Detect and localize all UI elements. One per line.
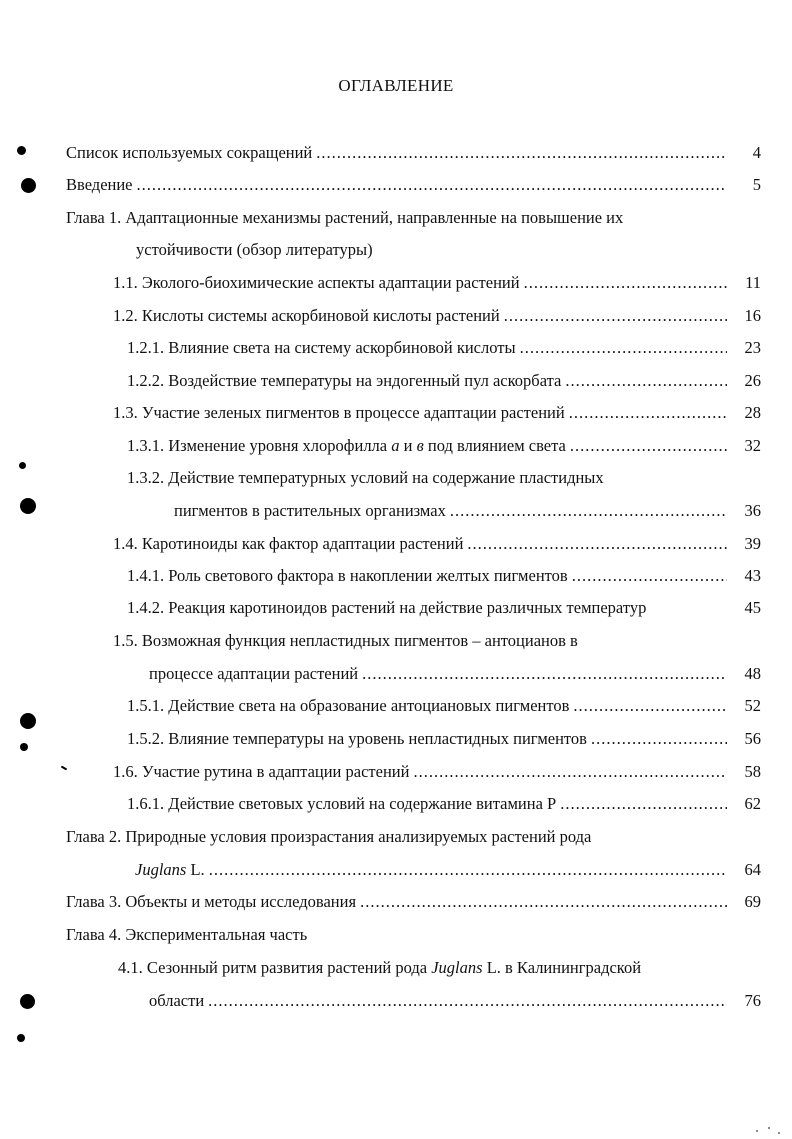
toc-entry-1-4-1[interactable] <box>127 566 761 586</box>
toc-page-number: 45 <box>744 598 761 617</box>
leader-dots <box>467 534 727 554</box>
toc-entry-text: Список используемых сокращений <box>66 143 313 162</box>
toc-entry-text: 1.5.1. Действие света на образование антоциановых пигментов <box>127 696 570 715</box>
punch-hole-mark <box>20 498 36 514</box>
toc-page-number: 48 <box>744 664 761 683</box>
toc-page-number: 5 <box>752 175 761 194</box>
toc-entry-text: 1.2.2. Воздействие температуры на эндогенный пул аскорбата <box>127 371 562 390</box>
toc-page-number: 32 <box>744 436 761 455</box>
toc-entry-1-6[interactable] <box>113 762 761 782</box>
chlorophyll-b-label: в <box>416 436 424 455</box>
toc-entry-chapter-2[interactable] <box>66 827 761 880</box>
leader-dots <box>209 860 727 880</box>
scan-artifact <box>756 1130 758 1132</box>
toc-entry-1-2[interactable] <box>113 306 761 326</box>
toc-entry-text: Глава 3. Объекты и методы исследования <box>66 892 357 911</box>
toc-page-number: 16 <box>744 306 761 325</box>
genus-name: Juglans <box>431 958 483 977</box>
leader-dots <box>573 696 727 716</box>
toc-entry-text-part: 4.1. Сезонный ритм развития растений рода <box>118 958 432 977</box>
leader-dots <box>572 566 727 586</box>
toc-entry-text: 1.4. Каротиноиды как фактор адаптации растений <box>113 534 464 553</box>
toc-entry-4-1[interactable] <box>118 958 761 1011</box>
toc-entry-chapter-3[interactable] <box>66 892 761 912</box>
scan-artifact <box>768 1127 770 1129</box>
toc-entry-abbreviations[interactable] <box>66 143 761 163</box>
toc-entry-text: Введение <box>66 175 133 194</box>
toc-page-number: 26 <box>744 371 761 390</box>
toc-entry-text: Глава 4. Экспериментальная часть <box>66 925 308 944</box>
toc-entry-text: Глава 1. Адаптационные механизмы растений, направленные на повышение их <box>66 208 624 227</box>
toc-page-number: 56 <box>744 729 761 748</box>
leader-dots <box>360 892 727 912</box>
punch-hole-mark <box>20 994 35 1009</box>
toc-entry-text: 1.2.1. Влияние света на систему аскорбиновой кислоты <box>127 338 516 357</box>
toc-entry-1-6-1[interactable] <box>127 794 761 814</box>
toc-entry-text: 1.4.1. Роль светового фактора в накоплении желтых пигментов <box>127 566 568 585</box>
toc-entry-1-3-1[interactable] <box>127 436 761 456</box>
toc-entry-text: 1.5. Возможная функция непластидных пигментов – антоцианов в <box>113 631 578 650</box>
toc-entry-1-3-2[interactable] <box>127 468 761 521</box>
toc-page-number: 52 <box>744 696 761 715</box>
toc-page-number: 23 <box>744 338 761 357</box>
leader-dots <box>569 403 727 423</box>
toc-entry-1-5-1[interactable] <box>127 696 761 716</box>
toc-entry-1-5-2[interactable] <box>127 729 761 749</box>
toc-entry-chapter-1[interactable] <box>66 208 761 260</box>
punch-hole-mark <box>20 743 28 751</box>
toc-entry-introduction[interactable] <box>66 175 761 195</box>
leader-dots <box>413 762 727 782</box>
toc-page-number: 43 <box>744 566 761 585</box>
toc-entry-text: 1.6. Участие рутина в адаптации растений <box>113 762 410 781</box>
toc-page-number: 28 <box>744 403 761 422</box>
toc-entry-text: Глава 2. Природные условия произрастания анализируемых растений рода <box>66 827 592 846</box>
leader-dots <box>570 436 727 456</box>
toc-entry-text <box>127 436 566 456</box>
toc-entry-text-continued: процессе адаптации растений <box>149 664 359 683</box>
toc-page-number: 11 <box>745 273 761 292</box>
toc-entry-text-part: и <box>399 436 417 455</box>
toc-entry-text-continued: устойчивости (обзор литературы) <box>136 240 373 259</box>
toc-entry-1-2-2[interactable] <box>127 371 761 391</box>
toc-page-number: 64 <box>744 860 761 879</box>
leader-dots <box>450 501 727 521</box>
toc-entry-text-continued: области <box>149 991 205 1010</box>
toc-entry-text: 1.5.2. Влияние температуры на уровень непластидных пигментов <box>127 729 587 748</box>
toc-entry-text-part: L. <box>186 860 205 879</box>
leader-dots <box>524 273 727 293</box>
page-title: ОГЛАВЛЕНИЕ <box>338 76 454 95</box>
toc-entry-text: 1.6.1. Действие световых условий на содержание витамина Р <box>127 794 557 813</box>
toc-entry-text-part: L. в Калининградской <box>482 958 642 977</box>
toc-page-number: 69 <box>744 892 761 911</box>
leader-dots <box>560 794 727 814</box>
genus-name: Juglans <box>135 860 187 879</box>
toc-entry-chapter-4[interactable] <box>66 925 761 945</box>
toc-entry-text: 1.3.2. Действие температурных условий на содержание пластидных <box>127 468 604 487</box>
leader-dots <box>362 664 727 684</box>
toc-entry-1-1[interactable] <box>113 273 761 293</box>
leader-dots <box>591 729 727 749</box>
toc-entry-1-4-2[interactable] <box>127 598 761 618</box>
leader-dots <box>504 306 727 326</box>
leader-dots <box>208 991 727 1011</box>
toc-entry-text-part: 1.3.1. Изменение уровня хлорофилла <box>127 436 392 455</box>
toc-page-number: 39 <box>744 534 761 553</box>
toc-entry-text: 1.4.2. Реакция каротиноидов растений на действие различных температур <box>127 598 647 617</box>
toc-page-number: 76 <box>744 991 761 1010</box>
scan-artifact <box>778 1132 780 1134</box>
leader-dots <box>520 338 727 358</box>
toc-entry-text <box>118 958 761 978</box>
toc-entry-text: 1.3. Участие зеленых пигментов в процессе адаптации растений <box>113 403 565 422</box>
punch-hole-mark <box>19 462 26 469</box>
chlorophyll-a-label: а <box>391 436 400 455</box>
toc-page-number: 4 <box>752 143 761 162</box>
toc-entry-text-continued <box>135 860 205 880</box>
toc-entry-1-2-1[interactable] <box>127 338 761 358</box>
toc-page-number: 58 <box>744 762 761 781</box>
toc-entry-text: 1.2. Кислоты системы аскорбиновой кислоты растений <box>113 306 500 325</box>
toc-entry-1-3[interactable] <box>113 403 761 423</box>
toc-entry-text-continued: пигментов в растительных организмах <box>174 501 446 520</box>
punch-hole-mark <box>20 713 36 729</box>
toc-entry-1-5[interactable] <box>113 631 761 684</box>
toc-page-number: 36 <box>744 501 761 520</box>
leader-dots <box>565 371 727 391</box>
punch-hole-mark <box>17 1034 25 1042</box>
punch-hole-mark <box>17 146 26 155</box>
toc-page-number: 62 <box>744 794 761 813</box>
leader-dots <box>137 175 727 195</box>
toc-entry-text: 1.1. Эколого-биохимические аспекты адаптации растений <box>113 273 520 292</box>
toc-entry-text-part: под влиянием света <box>423 436 566 455</box>
punch-hole-mark <box>21 178 36 193</box>
toc-entry-1-4[interactable] <box>113 534 761 554</box>
leader-dots <box>316 143 727 163</box>
